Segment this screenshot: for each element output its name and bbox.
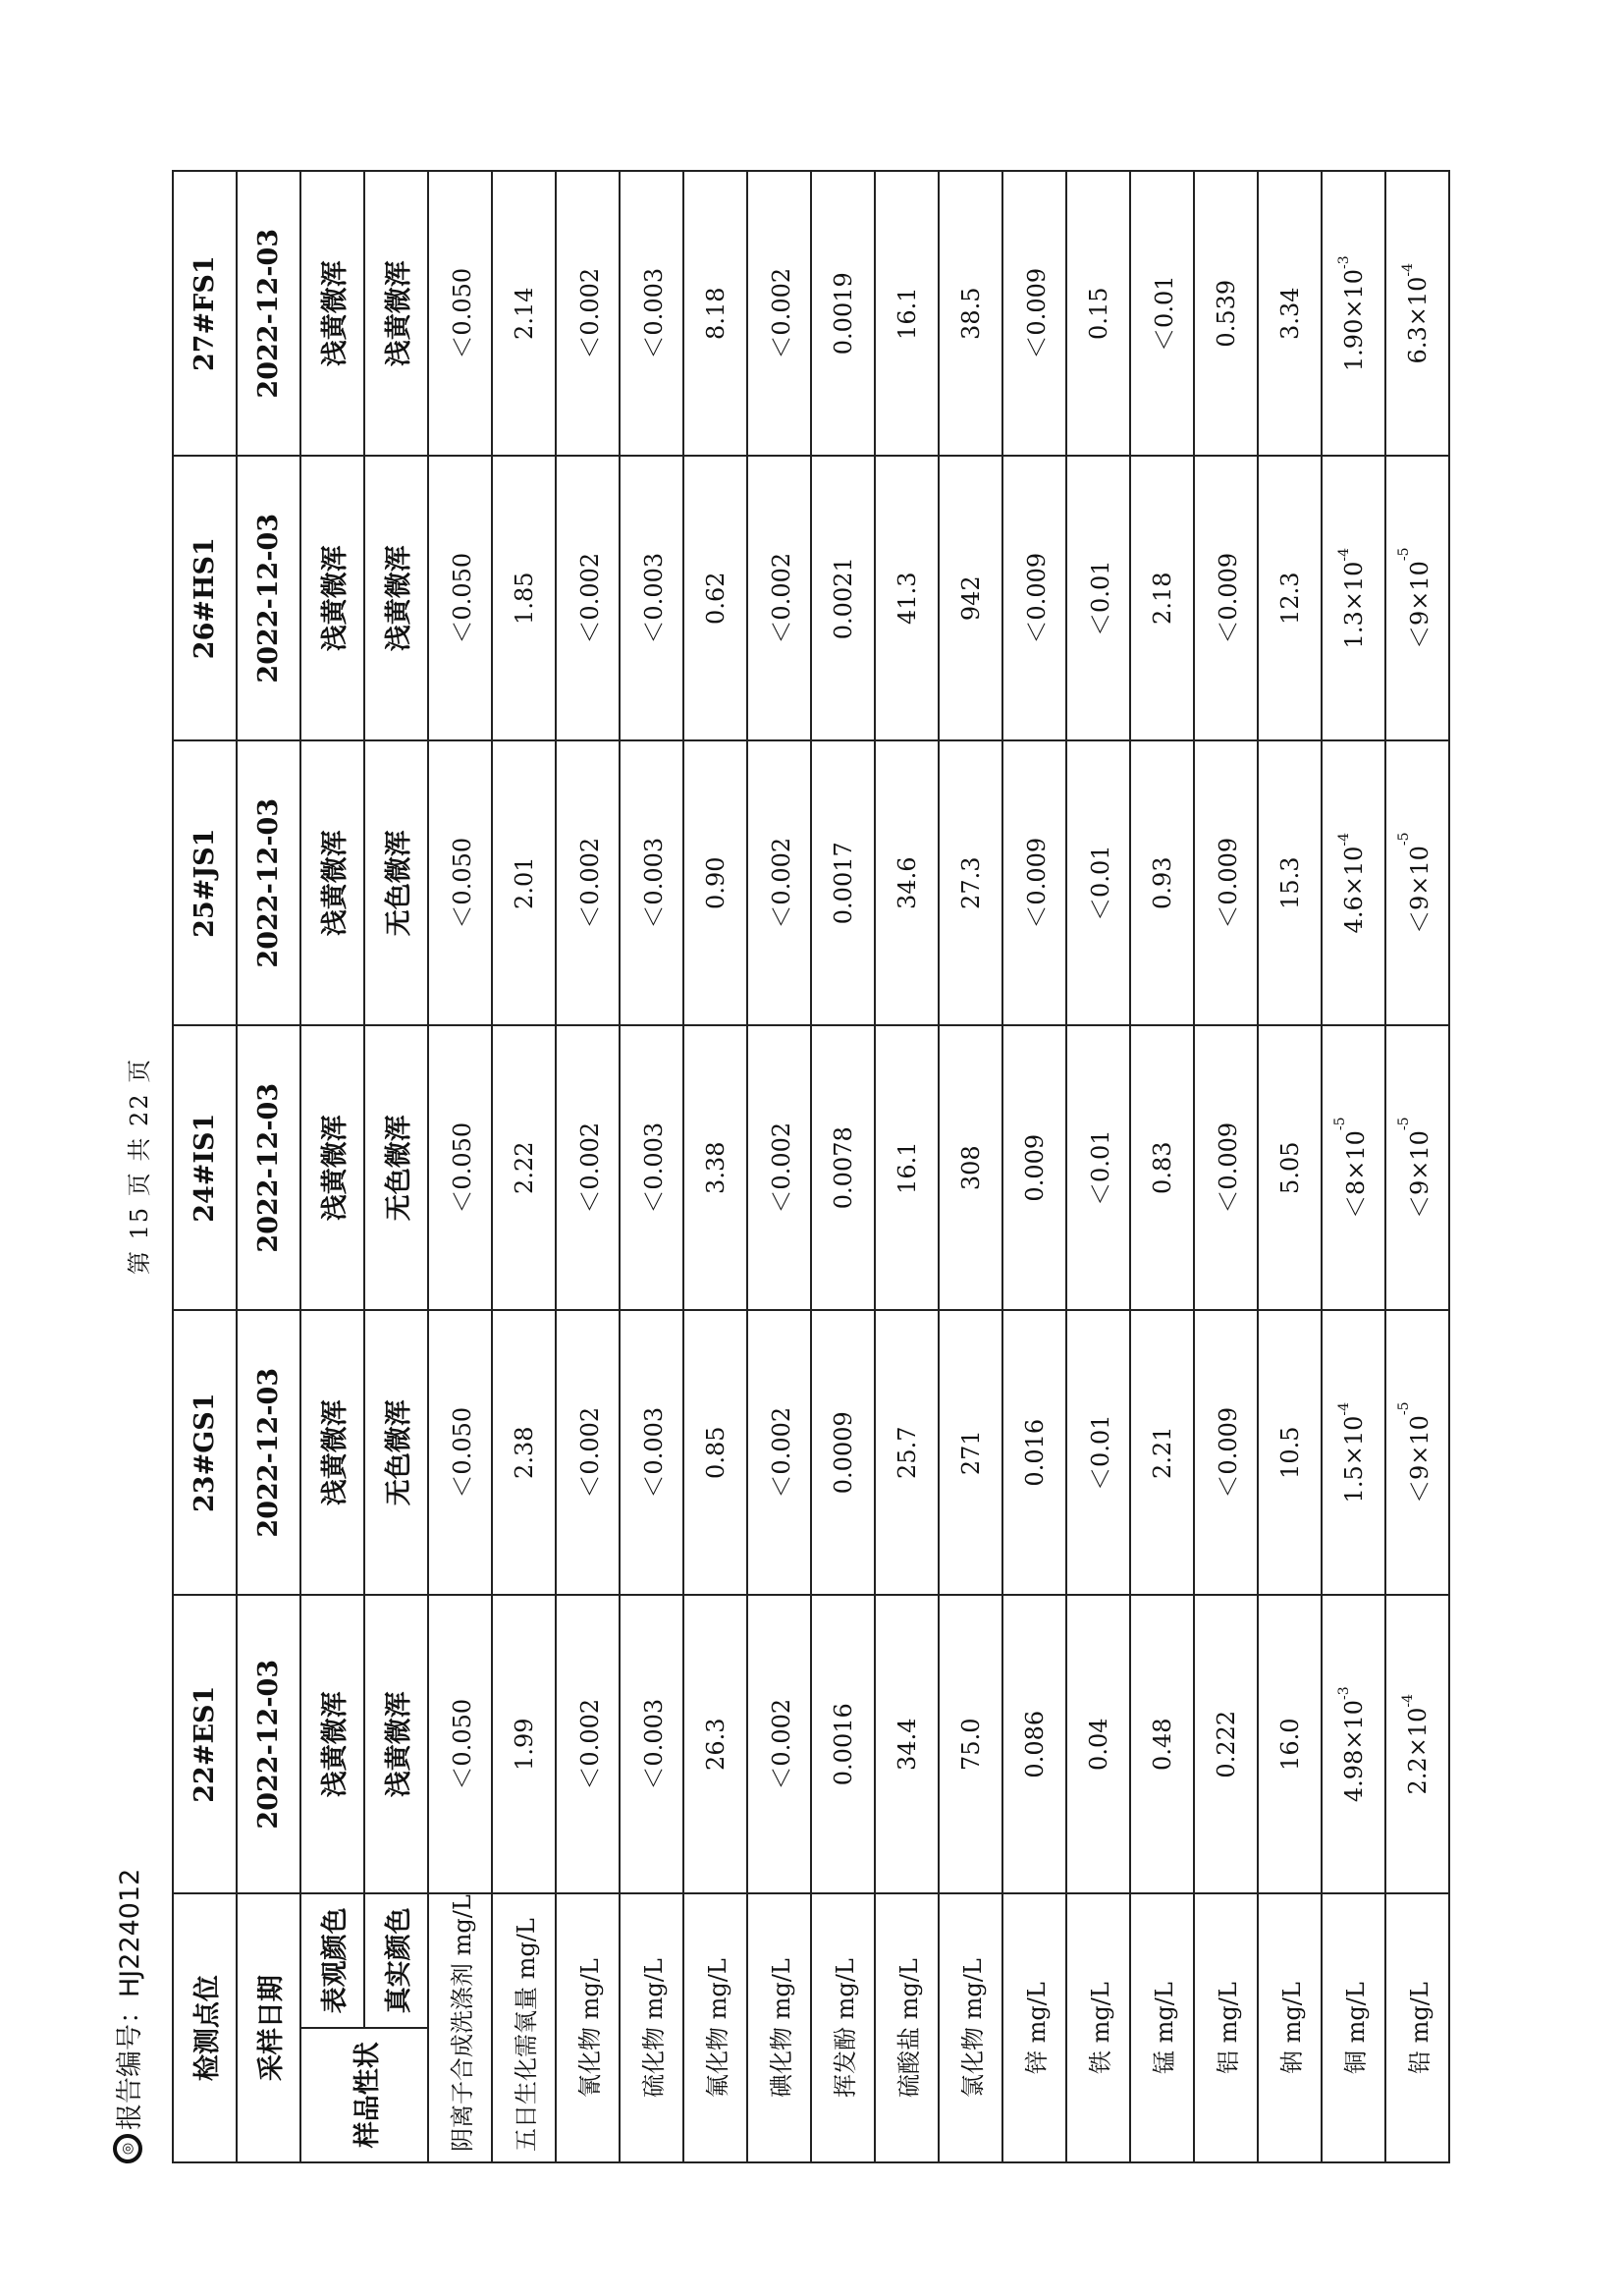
points-row bbox=[173, 171, 237, 2162]
table-row bbox=[1066, 171, 1130, 2162]
value-cell: 34.6 bbox=[875, 740, 939, 1025]
value-cell: ＜0.01 bbox=[1066, 1025, 1130, 1310]
value-cell: ＜0.050 bbox=[428, 456, 492, 740]
value-cell: ＜0.003 bbox=[620, 456, 683, 740]
value-cell: 16.1 bbox=[875, 171, 939, 456]
parameter-label: 锌 mg/L bbox=[1002, 1893, 1066, 2162]
cell: 25#JS1 bbox=[173, 740, 237, 1025]
value-cell: 0.0019 bbox=[811, 171, 875, 456]
cell: 2022-12-03 bbox=[237, 171, 300, 456]
report-number: 报告编号：HJ224012 bbox=[115, 1868, 145, 2130]
table-row bbox=[428, 171, 492, 2162]
parameter-label: 阴离子合成洗涤剂 mg/L bbox=[428, 1893, 492, 2162]
table-row bbox=[939, 171, 1002, 2162]
value-exponent: -4 bbox=[1399, 262, 1416, 277]
cell: 无色微浑 bbox=[364, 1310, 428, 1595]
value-cell: ＜0.003 bbox=[620, 1595, 683, 1893]
value-cell: 38.5 bbox=[939, 171, 1002, 456]
value-cell: 2.22 bbox=[492, 1025, 556, 1310]
value-cell: ＜0.002 bbox=[747, 740, 811, 1025]
value-cell: 0.0078 bbox=[811, 1025, 875, 1310]
value-cell: 0.83 bbox=[1130, 1025, 1194, 1310]
value-cell bbox=[1385, 1310, 1449, 1595]
date-row bbox=[237, 171, 300, 2162]
table-row bbox=[1130, 171, 1194, 2162]
cell: 27#FS1 bbox=[173, 171, 237, 456]
value-cell: 26.3 bbox=[683, 1595, 747, 1893]
value-cell: 12.3 bbox=[1258, 456, 1322, 740]
value-cell: 2.01 bbox=[492, 740, 556, 1025]
parameter-label: 氰化物 mg/L bbox=[556, 1893, 620, 2162]
value-exponent: -5 bbox=[1332, 1117, 1348, 1131]
value-cell: ＜0.01 bbox=[1066, 740, 1130, 1025]
value-cell: 0.90 bbox=[683, 740, 747, 1025]
value-exponent: -4 bbox=[1335, 1401, 1352, 1416]
table-row bbox=[556, 171, 620, 2162]
value-cell bbox=[1385, 171, 1449, 456]
value-base: 2.2×10 bbox=[1403, 1707, 1432, 1795]
value-cell bbox=[1322, 171, 1385, 456]
parameter-label: 硫化物 mg/L bbox=[620, 1893, 683, 2162]
table-row bbox=[1322, 171, 1385, 2162]
table-row bbox=[1385, 171, 1449, 2162]
value-cell: ＜0.002 bbox=[747, 1310, 811, 1595]
cell: 浅黄微浑 bbox=[300, 1025, 364, 1310]
parameter-label: 挥发酚 mg/L bbox=[811, 1893, 875, 2162]
table-row bbox=[875, 171, 939, 2162]
value-cell: 0.62 bbox=[683, 456, 747, 740]
table-row bbox=[811, 171, 875, 2162]
table-row bbox=[683, 171, 747, 2162]
value-cell: 0.0017 bbox=[811, 740, 875, 1025]
value-cell: 15.3 bbox=[1258, 740, 1322, 1025]
parameter-label: 钠 mg/L bbox=[1258, 1893, 1322, 2162]
value-exponent: -3 bbox=[1335, 255, 1352, 269]
value-cell: 2.21 bbox=[1130, 1310, 1194, 1595]
value-exponent: -5 bbox=[1396, 832, 1412, 847]
value-cell: 0.016 bbox=[1002, 1310, 1066, 1595]
value-cell: ＜0.002 bbox=[556, 171, 620, 456]
cell: 2022-12-03 bbox=[237, 456, 300, 740]
company-logo-icon: ◎ bbox=[113, 2134, 142, 2163]
value-exponent: -5 bbox=[1396, 1117, 1412, 1131]
value-cell: ＜0.009 bbox=[1194, 740, 1258, 1025]
value-cell: 16.0 bbox=[1258, 1595, 1322, 1893]
value-cell: ＜0.003 bbox=[620, 1310, 683, 1595]
parameter-label: 五日生化需氧量 mg/L bbox=[492, 1893, 556, 2162]
value-cell bbox=[1385, 1025, 1449, 1310]
cell: 无色微浑 bbox=[364, 1025, 428, 1310]
value-cell: 8.18 bbox=[683, 171, 747, 456]
value-base: 1.90×10 bbox=[1339, 269, 1368, 372]
value-cell: ＜0.009 bbox=[1194, 456, 1258, 740]
cell: 无色微浑 bbox=[364, 740, 428, 1025]
value-cell: ＜0.002 bbox=[747, 171, 811, 456]
value-cell: ＜0.01 bbox=[1066, 1310, 1130, 1595]
table-row bbox=[1002, 171, 1066, 2162]
results-table bbox=[172, 170, 1450, 2163]
apparent-color-label: 表观颜色 bbox=[300, 1893, 364, 2027]
value-base: ＜9×10 bbox=[1406, 561, 1434, 649]
value-cell: ＜0.003 bbox=[620, 740, 683, 1025]
table-row bbox=[620, 171, 683, 2162]
cell: 浅黄微浑 bbox=[300, 171, 364, 456]
value-cell: ＜0.002 bbox=[747, 456, 811, 740]
cell: 2022-12-03 bbox=[237, 740, 300, 1025]
value-cell: ＜0.050 bbox=[428, 1025, 492, 1310]
value-cell: 0.0009 bbox=[811, 1310, 875, 1595]
value-cell: 16.1 bbox=[875, 1025, 939, 1310]
value-exponent: -4 bbox=[1335, 832, 1352, 847]
value-cell: ＜0.009 bbox=[1002, 740, 1066, 1025]
value-exponent: -3 bbox=[1335, 1686, 1352, 1700]
value-cell: 2.18 bbox=[1130, 456, 1194, 740]
true-color-row bbox=[364, 171, 428, 2162]
value-base: 4.98×10 bbox=[1339, 1700, 1368, 1803]
value-cell: ＜0.050 bbox=[428, 740, 492, 1025]
parameter-label: 铜 mg/L bbox=[1322, 1893, 1385, 2162]
value-cell: 0.086 bbox=[1002, 1595, 1066, 1893]
cell: 浅黄微浑 bbox=[364, 171, 428, 456]
cell: 2022-12-03 bbox=[237, 1310, 300, 1595]
parameter-label: 氯化物 mg/L bbox=[939, 1893, 1002, 2162]
cell: 2022-12-03 bbox=[237, 1025, 300, 1310]
true-color-label: 真实颜色 bbox=[364, 1893, 428, 2027]
cell: 24#IS1 bbox=[173, 1025, 237, 1310]
value-cell: 0.539 bbox=[1194, 171, 1258, 456]
value-cell bbox=[1322, 740, 1385, 1025]
value-cell bbox=[1322, 456, 1385, 740]
value-cell: 5.05 bbox=[1258, 1025, 1322, 1310]
cell: 2022-12-03 bbox=[237, 1595, 300, 1893]
value-cell: 41.3 bbox=[875, 456, 939, 740]
value-cell: 0.0016 bbox=[811, 1595, 875, 1893]
table-row bbox=[1258, 171, 1322, 2162]
value-cell: 27.3 bbox=[939, 740, 1002, 1025]
cell: 26#HS1 bbox=[173, 456, 237, 740]
point-label: 检测点位 bbox=[173, 1893, 237, 2162]
value-cell: 308 bbox=[939, 1025, 1002, 1310]
value-cell: 0.15 bbox=[1066, 171, 1130, 456]
value-base: ＜9×10 bbox=[1406, 1130, 1434, 1219]
value-cell: ＜0.01 bbox=[1066, 456, 1130, 740]
parameter-label: 铝 mg/L bbox=[1194, 1893, 1258, 2162]
value-cell: 75.0 bbox=[939, 1595, 1002, 1893]
value-cell: 0.009 bbox=[1002, 1025, 1066, 1310]
cell: 浅黄微浑 bbox=[364, 456, 428, 740]
date-label: 采样日期 bbox=[237, 1893, 300, 2162]
value-base: 1.5×10 bbox=[1339, 1415, 1368, 1503]
value-cell bbox=[1322, 1025, 1385, 1310]
table-row bbox=[1194, 171, 1258, 2162]
value-base: 6.3×10 bbox=[1403, 276, 1432, 364]
value-cell bbox=[1385, 1595, 1449, 1893]
value-cell: ＜0.01 bbox=[1130, 171, 1194, 456]
value-cell: ＜0.003 bbox=[620, 171, 683, 456]
cell: 22#ES1 bbox=[173, 1595, 237, 1893]
value-exponent: -4 bbox=[1335, 547, 1352, 562]
value-cell: 25.7 bbox=[875, 1310, 939, 1595]
property-label: 样品性状 bbox=[300, 2028, 428, 2162]
value-cell: 2.38 bbox=[492, 1310, 556, 1595]
value-cell: 0.93 bbox=[1130, 740, 1194, 1025]
cell: 浅黄微浑 bbox=[300, 740, 364, 1025]
value-cell: ＜0.009 bbox=[1194, 1310, 1258, 1595]
parameter-label: 碘化物 mg/L bbox=[747, 1893, 811, 2162]
value-cell: 942 bbox=[939, 456, 1002, 740]
value-cell: 3.38 bbox=[683, 1025, 747, 1310]
value-cell: ＜0.009 bbox=[1002, 456, 1066, 740]
value-cell bbox=[1385, 740, 1449, 1025]
value-cell bbox=[1322, 1310, 1385, 1595]
value-cell: ＜0.002 bbox=[747, 1025, 811, 1310]
table-row bbox=[492, 171, 556, 2162]
value-base: ＜8×10 bbox=[1342, 1130, 1370, 1219]
value-base: 1.3×10 bbox=[1339, 561, 1368, 649]
value-cell: 271 bbox=[939, 1310, 1002, 1595]
value-base: ＜9×10 bbox=[1406, 1415, 1434, 1503]
value-cell: ＜0.009 bbox=[1194, 1025, 1258, 1310]
value-cell: 34.4 bbox=[875, 1595, 939, 1893]
value-cell: 1.99 bbox=[492, 1595, 556, 1893]
value-cell: 0.222 bbox=[1194, 1595, 1258, 1893]
value-base: 4.6×10 bbox=[1339, 846, 1368, 934]
value-cell: ＜0.002 bbox=[556, 456, 620, 740]
table-row bbox=[747, 171, 811, 2162]
value-base: ＜9×10 bbox=[1406, 846, 1434, 934]
parameter-label: 硫酸盐 mg/L bbox=[875, 1893, 939, 2162]
value-cell: ＜0.050 bbox=[428, 1595, 492, 1893]
cell: 浅黄微浑 bbox=[364, 1595, 428, 1893]
cell: 浅黄微浑 bbox=[300, 456, 364, 740]
value-cell: 2.14 bbox=[492, 171, 556, 456]
value-cell: 0.48 bbox=[1130, 1595, 1194, 1893]
parameter-label: 铅 mg/L bbox=[1385, 1893, 1449, 2162]
parameter-label: 铁 mg/L bbox=[1066, 1893, 1130, 2162]
parameter-label: 氟化物 mg/L bbox=[683, 1893, 747, 2162]
value-cell bbox=[1385, 456, 1449, 740]
value-exponent: -5 bbox=[1396, 547, 1412, 562]
value-cell: ＜0.009 bbox=[1002, 171, 1066, 456]
value-exponent: -5 bbox=[1396, 1401, 1412, 1416]
parameter-label: 锰 mg/L bbox=[1130, 1893, 1194, 2162]
page-number: 第 15 页 共 22 页 bbox=[126, 1057, 153, 1275]
value-cell: 0.04 bbox=[1066, 1595, 1130, 1893]
value-cell: 10.5 bbox=[1258, 1310, 1322, 1595]
value-cell: ＜0.002 bbox=[556, 740, 620, 1025]
value-cell: ＜0.050 bbox=[428, 171, 492, 456]
apparent-color-row bbox=[300, 171, 364, 2162]
value-cell bbox=[1322, 1595, 1385, 1893]
value-cell: ＜0.050 bbox=[428, 1310, 492, 1595]
value-cell: 0.85 bbox=[683, 1310, 747, 1595]
value-cell: ＜0.002 bbox=[556, 1310, 620, 1595]
value-cell: ＜0.002 bbox=[747, 1595, 811, 1893]
cell: 浅黄微浑 bbox=[300, 1595, 364, 1893]
value-cell: ＜0.003 bbox=[620, 1025, 683, 1310]
value-cell: 3.34 bbox=[1258, 171, 1322, 456]
cell: 23#GS1 bbox=[173, 1310, 237, 1595]
value-cell: ＜0.002 bbox=[556, 1025, 620, 1310]
report-header bbox=[108, 1869, 146, 2163]
value-cell: 0.0021 bbox=[811, 456, 875, 740]
value-cell: ＜0.002 bbox=[556, 1595, 620, 1893]
value-exponent: -4 bbox=[1399, 1693, 1416, 1708]
cell: 浅黄微浑 bbox=[300, 1310, 364, 1595]
value-cell: 1.85 bbox=[492, 456, 556, 740]
